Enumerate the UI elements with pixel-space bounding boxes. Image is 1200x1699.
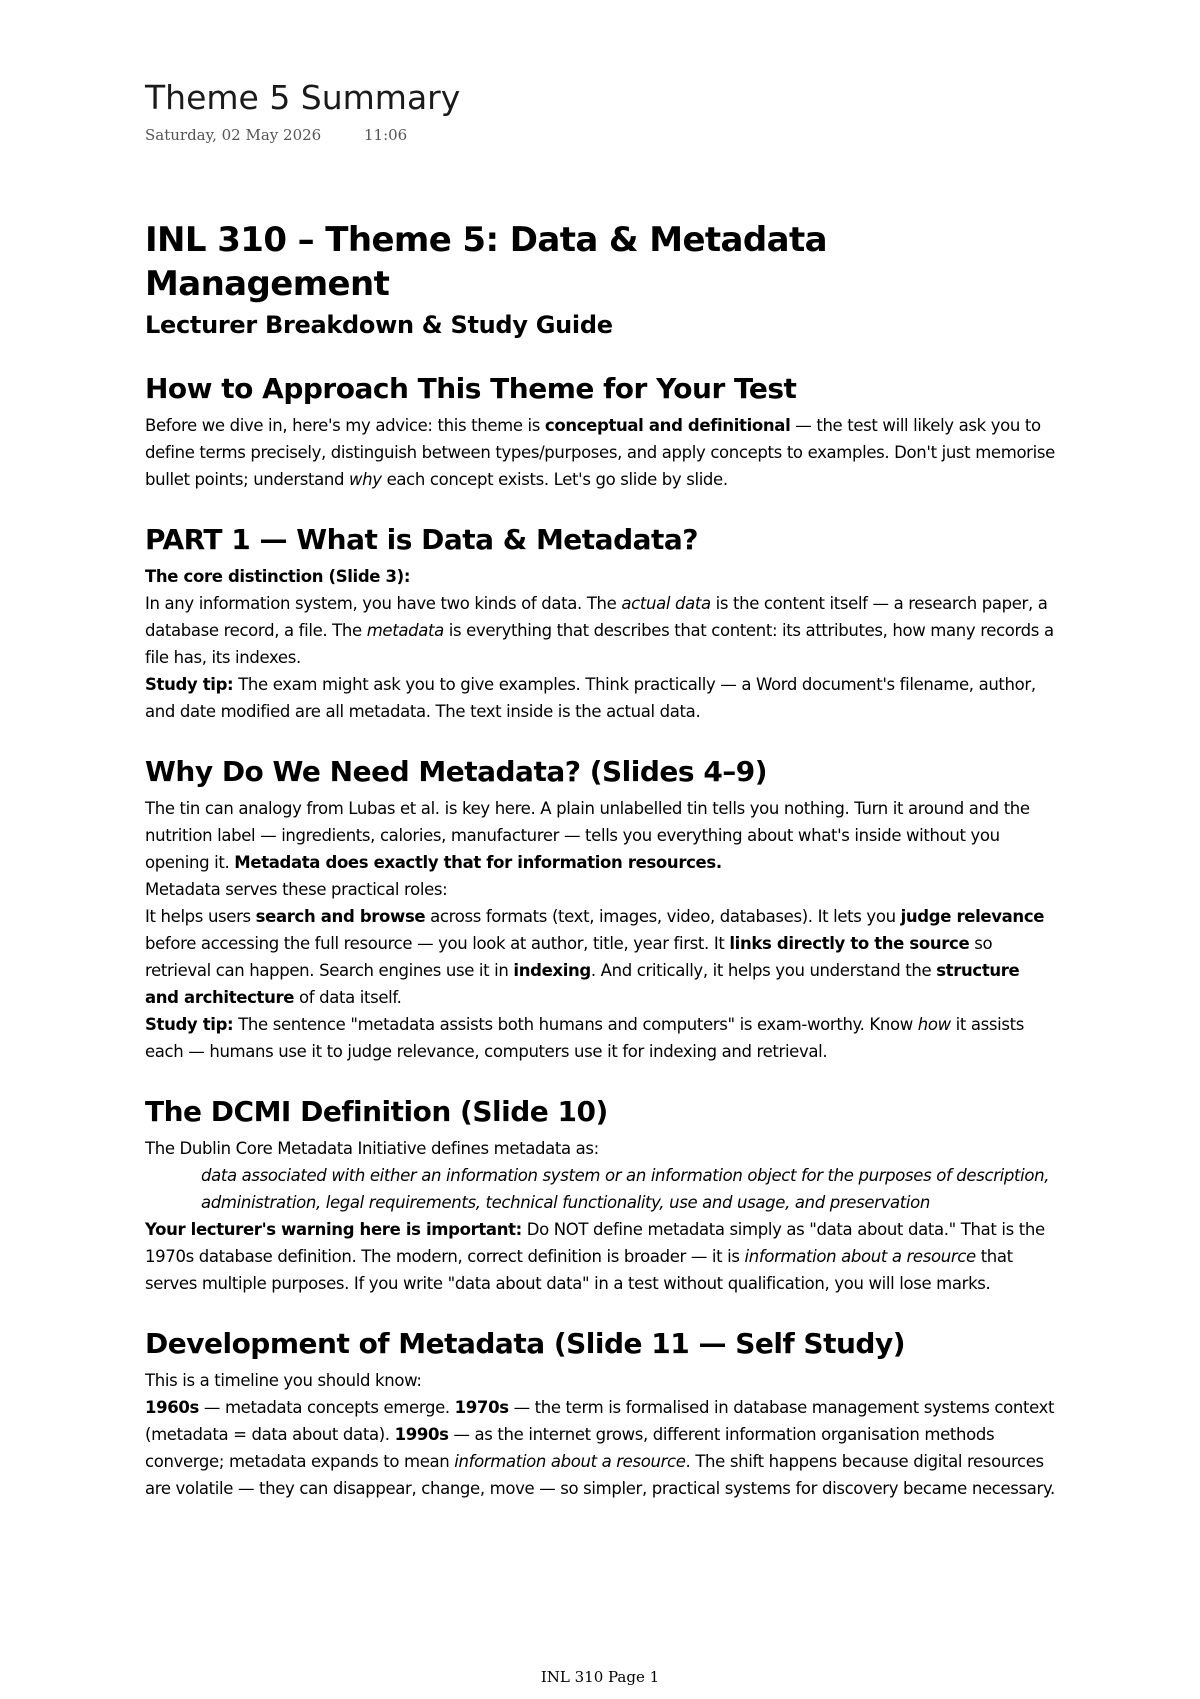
bold-text: search and browse	[255, 907, 426, 926]
paragraph	[145, 671, 1055, 725]
bold-text: 1970s	[454, 1398, 509, 1417]
paragraph	[145, 903, 1055, 1011]
page-content	[145, 74, 1055, 1502]
text-run: It helps users	[145, 907, 256, 926]
italic-text: why	[349, 470, 382, 489]
bold-text: judge relevance	[900, 907, 1045, 926]
bold-text: indexing	[513, 961, 591, 980]
bold-text: Study tip:	[145, 675, 234, 694]
bold-text: conceptual and definitional	[544, 416, 791, 435]
text-run: In any information system, you have two kinds of data. The	[145, 594, 622, 613]
bold-text: Study tip:	[145, 1015, 234, 1034]
paragraph	[145, 1394, 1055, 1502]
paragraph	[145, 1135, 1055, 1162]
text-run: — as the internet grows, different information organisation methods converge; metadata expands to mean	[145, 1425, 995, 1471]
text-run: The Dublin Core Metadata Initiative defines metadata as:	[145, 1139, 599, 1158]
section-heading: Why Do We Need Metadata? (Slides 4–9)	[145, 755, 768, 788]
paragraph	[145, 1367, 1055, 1394]
paragraph	[145, 563, 1055, 590]
text-run: This is a timeline you should know:	[145, 1371, 422, 1390]
text-run: across formats (text, images, video, databases). It lets you	[425, 907, 901, 926]
section-heading: Development of Metadata (Slide 11 — Self Study)	[145, 1327, 906, 1360]
bold-text: The core distinction (Slide 3):	[145, 567, 411, 586]
bold-text: Metadata does exactly that for information resources.	[234, 853, 722, 872]
text-run: so retrieval can happen. Search engines use it in	[145, 934, 993, 980]
paragraph	[145, 795, 1055, 876]
text-run: is the content itself — a research paper, a database record, a file. The	[145, 594, 1048, 640]
page-date: Saturday, 02 May 2026	[145, 126, 322, 144]
bold-text: 1960s	[145, 1398, 199, 1417]
text-run: — the test will likely ask you to define terms precisely, distinguish between types/purposes, and apply concepts to examples. Don't just memorise bullet points; understand	[145, 416, 1055, 489]
text-run: before accessing the full resource — you look at author, title, year first. It	[145, 934, 730, 953]
text-run: . And critically, it helps you understand the	[590, 961, 937, 980]
bold-text: Your lecturer's warning here is important:	[145, 1220, 522, 1239]
page-footer: INL 310 Page 1	[540, 1668, 660, 1686]
page-title[interactable]: Theme 5 Summary	[145, 78, 461, 117]
italic-text: information about a resource	[744, 1247, 976, 1266]
text-run: Before we dive in, here's my advice: this theme is	[145, 416, 545, 435]
document-title: INL 310 – Theme 5: Data & Metadata Management	[145, 220, 827, 304]
text-run: each concept exists. Let's go slide by slide.	[381, 470, 728, 489]
section-heading: The DCMI Definition (Slide 10)	[145, 1095, 608, 1128]
block-quote	[201, 1162, 1055, 1216]
italic-text: how	[917, 1015, 951, 1034]
text-run: The sentence "metadata assists both humans and computers" is exam-worthy. Know	[233, 1015, 918, 1034]
paragraph	[145, 1216, 1055, 1297]
italic-text: metadata	[366, 621, 444, 640]
bold-text: structure and architecture	[145, 961, 1020, 1007]
document-body	[145, 370, 1055, 1502]
text-run: Do NOT define metadata simply as "data about data." That is the 1970s database definition. The modern, correct definition is broader — it is	[145, 1220, 1045, 1266]
text-run: The tin can analogy from Lubas et al. is key here. A plain unlabelled tin tells you nothing. Turn it around and the nutrition label — ingredients, calories, manufacturer — tells you everything about what's inside without you opening it.	[145, 799, 1030, 872]
bold-text: links directly to the source	[729, 934, 970, 953]
paragraph	[145, 1011, 1055, 1065]
paragraph	[145, 412, 1055, 493]
text-run: The exam might ask you to give examples. Think practically — a Word document's filename, author, and date modified are all metadata. The text inside is the actual data.	[145, 675, 1036, 721]
text-run: . The shift happens because digital resources are volatile — they can disappear, change, move — so simpler, practical systems for discovery became necessary.	[145, 1452, 1055, 1498]
text-run: Metadata serves these practical roles:	[145, 880, 448, 899]
text-run: — the term is formalised in database management systems context (metadata = data about data).	[145, 1398, 1055, 1444]
italic-text: actual data	[621, 594, 711, 613]
italic-text: information about a resource	[454, 1452, 686, 1471]
section-heading: PART 1 — What is Data & Metadata?	[145, 523, 699, 556]
text-run: data associated with either an information system or an information object for the purposes of description, administration, legal requirements, technical functionality, use and usage, and preservation	[201, 1166, 1050, 1212]
text-run: that serves multiple purposes. If you write "data about data" in a test without qualification, you will lose marks.	[145, 1247, 1013, 1293]
document-subtitle: Lecturer Breakdown & Study Guide	[145, 311, 613, 339]
bold-text: 1990s	[394, 1425, 449, 1444]
page-time: 11:06	[364, 126, 408, 144]
text-run: — metadata concepts emerge.	[199, 1398, 455, 1417]
text-run: is everything that describes that content: its attributes, how many records a file has, its indexes.	[145, 621, 1054, 667]
paragraph	[145, 876, 1055, 903]
paragraph	[145, 590, 1055, 671]
text-run: it assists each — humans use it to judge relevance, computers use it for indexing and retrieval.	[145, 1015, 1025, 1061]
section-heading: How to Approach This Theme for Your Test	[145, 372, 797, 405]
text-run: of data itself.	[294, 988, 402, 1007]
page-timestamp	[145, 124, 1055, 146]
